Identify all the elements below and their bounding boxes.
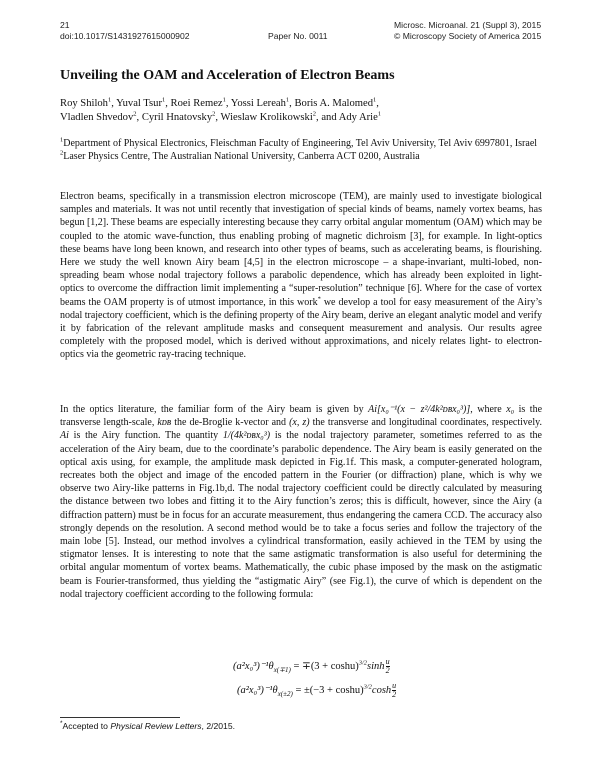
equation-1 (233, 658, 390, 675)
author-affiliation-mark: 1 (285, 96, 290, 104)
author-affiliation-mark: 1 (377, 110, 382, 118)
math-x0: x₀ (506, 404, 515, 415)
author-name: Yossi Lereah (230, 98, 286, 109)
author-list (60, 97, 542, 125)
affiliations (60, 137, 542, 163)
author-affiliation-mark: 2 (312, 110, 317, 118)
paragraph-method (60, 403, 542, 601)
affiliation-item (60, 137, 542, 150)
author-affiliation-mark: 1 (107, 96, 112, 104)
text-run: is the Airy function. The quantity (68, 430, 223, 442)
footnote-suffix: , 2/2015. (201, 721, 235, 731)
author-name: Wieslaw Krolikowski (220, 112, 313, 123)
eq-lhs: (a²x₀³)⁻¹θ (237, 684, 278, 696)
equation-2 (237, 682, 396, 699)
author-name: Roy Shiloh (60, 98, 108, 109)
eq-denominator: 2 (392, 690, 397, 699)
author-name: Boris A. Malomed (294, 98, 374, 109)
eq-lhs: (a²x₀³)⁻¹θ (233, 660, 274, 672)
author-name: Ady Arie (338, 112, 378, 123)
eq-function: cosh (371, 684, 392, 696)
author-name: Cyril Hnatovsky (141, 112, 213, 123)
author-affiliation-mark: 2 (212, 110, 216, 118)
author-affiliation-mark: 2 (133, 110, 137, 118)
footnote-mark: * (317, 295, 321, 303)
text-run: is the transverse length-scale, (60, 404, 543, 429)
eq-power: 3/2 (363, 683, 372, 691)
text-run: the de-Broglie k-vector and (171, 417, 290, 429)
author-name: Yuval Tsur (116, 98, 162, 109)
eq-fraction (386, 658, 390, 675)
affiliation-number: 1 (60, 136, 64, 144)
author-separator: , (165, 98, 171, 109)
author-name: Roei Remez (170, 98, 223, 109)
math-ai: Ai (60, 430, 69, 442)
page-number: 21 (60, 20, 70, 30)
footnote-rule (60, 717, 180, 718)
eq-sub: x(±2) (277, 690, 293, 698)
eq-sub: x(∓1) (273, 666, 291, 674)
author-separator: , and (316, 112, 339, 123)
affiliation-text: Laser Physics Centre, The Australian National University, Canberra ACT 0200, Australia (63, 151, 420, 162)
journal-citation: Microsc. Microanal. 21 (Suppl 3), 2015 (394, 20, 542, 30)
doi: doi:10.1017/S1431927615000902 (60, 31, 190, 41)
author-name: Vladlen Shvedov (60, 112, 134, 123)
math-coords: (x, z) (289, 417, 310, 429)
author-separator: , (215, 112, 221, 123)
eq-denominator: 2 (385, 666, 390, 675)
text-run: the transverse and longitudinal coordinates, respectively. (309, 417, 542, 429)
paragraph-intro-text: Electron beams, specifically in a transmission electron microscope (TEM), are mainly used to investigate biological samples and materials. It was not until recently that investigation of special kinds of beams, namely vortex beams, has begun [1,2]. These beams are especially interesting because they carry orbital angular momentum (OAM) which may be coupled to the atomic wave-function, thus enabling probing of magnetic dichroism [3], for example. In light-optics these beams have long been known, and research into other types of beams, such as accelerating beams, is flourishing. Here we study the well known Airy beam [4,5] in the electron microscope – a shape-invariant, multi-lobed, non-spreading beam whose nodal trajectory follows a parabolic dependence, which has already been exploited in light-optics to overcome the diffraction limit implementing a “super-resolution” technique [6]. Where for the case of vortex beams the OAM property is of utmost importance, in this work (60, 191, 542, 308)
author-separator: , (111, 98, 117, 109)
footnote-journal: Physical Review Letters (110, 721, 202, 731)
math-kdb: kᴅʙ (157, 417, 172, 429)
eq-numerator: u (392, 681, 397, 690)
author-separator: , (289, 98, 295, 109)
affiliation-number: 2 (60, 149, 64, 157)
copyright: © Microscopy Society of America 2015 (394, 31, 542, 41)
author-affiliation-mark: 1 (373, 96, 377, 104)
footnote-prefix: Accepted to (62, 721, 111, 731)
math-airy-form: Ai[x₀⁻¹(x − z²/4k²ᴅʙx₀³)] (368, 404, 471, 415)
paper-title: Unveiling the OAM and Acceleration of Electron Beams (60, 68, 395, 83)
paragraph-intro (60, 190, 542, 362)
affiliation-text: Department of Physical Electronics, Fleischman Faculty of Engineering, Tel Aviv University, Tel Aviv 6997801, Israel (63, 138, 538, 149)
author-separator: , (376, 98, 379, 109)
eq-rhs: = ±(−3 + coshu) (292, 684, 364, 696)
footnote-mark: * (60, 720, 63, 728)
paragraph-intro-text-cont: we develop a tool for easy measurement of the Airy’s nodal trajectory coefficient, which is the defining property of the Airy beam, derive an elegant analytic model and verify it by fabrication of the relevant amplitude masks and consequent measurement and analysis. Our results agree completely with the proposed model, which is derived without approximations, and nicely relates light- to electron-optics via the geometric ray-tracing technique. (60, 296, 542, 361)
text-run: is the nodal trajectory parameter, sometimes referred to as the acceleration of the Airy beam, due to the coordinate’s parabolic dependence. The Airy beam is easily generated on the optical axis using, for example, the amplitude mask depicted in Fig.1f. This mask, a computer-generated hologram, recreates both the object and image of the encoded pattern in the Fourier (or diffraction) plane, which is why we observe two Airy-like patterns in Fig.1b,d. The nodal trajectory coefficient could be directly calculated by measuring the distance between two lobes and fitting it to the Airy function’s zeros; this is difficult, however, since the Airy (a diffraction pattern) must be in focus for an accurate measurement, thus endangering the camera CCD. The accuracy also strongly depends on the resolution. A second method would be to take a focus series and follow the trajectory of the main lobe [5]. Instead, our method involves a cylindrical transformation, easily achieved in the TEM by using the stigmator lenses. It is interesting to note that the same astigmatic transformation is also useful for determining the orbital angular momentum of vortex beams. Mathematically, the cubic phase imposed by the mask on the astigmatic beam is Fourier-transformed, thus yielding the “astigmatic Airy” (see Fig.1), the curve of which is dependent on the nodal trajectory coefficient according to the following formula: (60, 430, 542, 600)
eq-function: sinh (367, 660, 385, 672)
author-affiliation-mark: 1 (162, 96, 166, 104)
eq-power: 3/2 (358, 659, 368, 667)
footnote (60, 721, 235, 731)
eq-rhs: = ∓(3 + coshu) (290, 660, 359, 672)
author-separator: , (136, 112, 142, 123)
author-affiliation-mark: 1 (222, 96, 226, 104)
text-run: , where (470, 404, 507, 415)
text-run: In the optics literature, the familiar form of the Airy beam is given by (60, 404, 369, 415)
math-trajectory-param: 1/(4k²ᴅʙx₀³) (222, 430, 271, 442)
author-separator: , (225, 98, 231, 109)
eq-numerator: u (385, 657, 390, 666)
eq-fraction (392, 682, 396, 699)
paper-number: Paper No. 0011 (268, 31, 328, 41)
affiliation-item (60, 150, 542, 163)
